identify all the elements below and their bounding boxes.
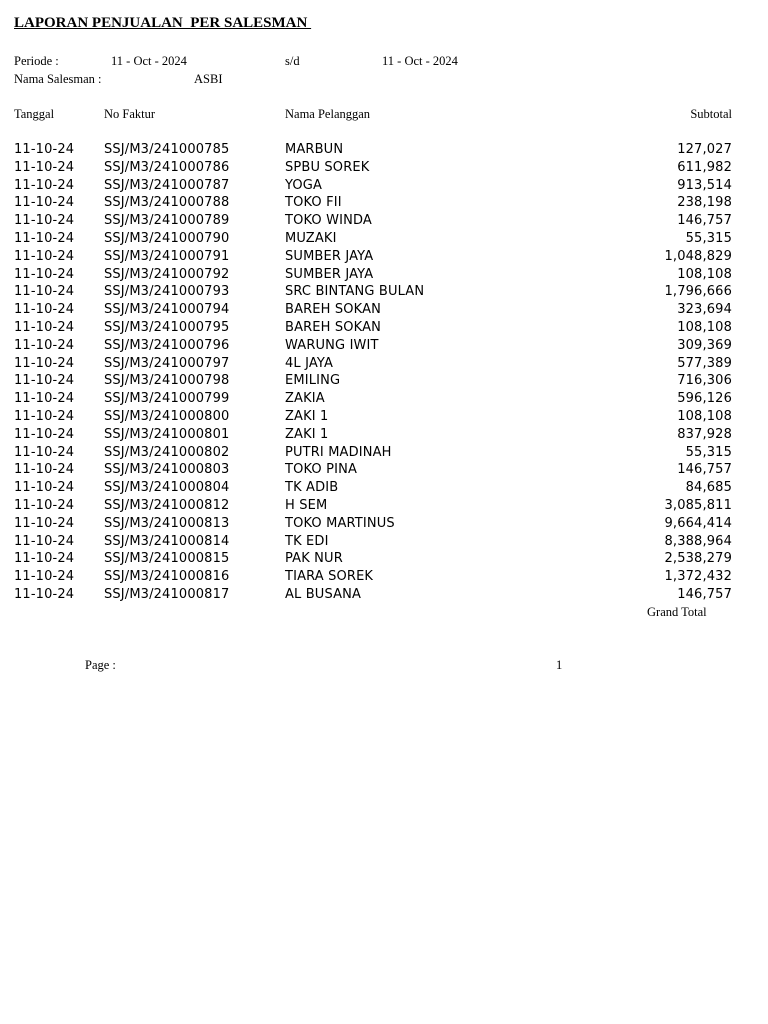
row-customer-name: TOKO FII xyxy=(285,195,342,211)
row-date: 11-10-24 xyxy=(14,444,75,460)
table-row xyxy=(0,569,768,587)
table-row xyxy=(0,231,768,249)
table-row xyxy=(0,534,768,552)
row-invoice-number: SSJ/M3/241000789 xyxy=(104,213,230,229)
column-header-customer: Nama Pelanggan xyxy=(285,107,371,121)
row-date: 11-10-24 xyxy=(14,177,75,193)
row-subtotal: 716,306 xyxy=(677,373,732,389)
row-subtotal: 1,796,666 xyxy=(664,284,732,300)
row-date: 11-10-24 xyxy=(14,266,75,282)
row-date: 11-10-24 xyxy=(14,320,75,335)
table-row xyxy=(0,551,768,569)
row-date: 11-10-24 xyxy=(14,551,75,567)
period-start-date: 11 - Oct - 2024 xyxy=(111,54,187,68)
row-customer-name: BAREH SOKAN xyxy=(285,302,382,318)
row-invoice-number: SSJ/M3/241000815 xyxy=(104,551,230,567)
row-customer-name: EMILING xyxy=(285,373,341,389)
row-date: 11-10-24 xyxy=(14,213,75,229)
row-subtotal: 55,315 xyxy=(685,444,732,460)
table-row xyxy=(0,213,768,231)
row-customer-name: PUTRI MADINAH xyxy=(285,444,392,460)
row-customer-name: PAK NUR xyxy=(285,551,343,567)
row-customer-name: WARUNG IWIT xyxy=(285,337,379,353)
row-invoice-number: SSJ/M3/241000801 xyxy=(104,426,230,442)
row-subtotal: 108,108 xyxy=(677,266,732,282)
row-date: 11-10-24 xyxy=(14,159,75,175)
salesman-name: ASBI xyxy=(194,72,223,86)
row-subtotal: 1,048,829 xyxy=(664,248,732,264)
table-row xyxy=(0,142,768,160)
row-date: 11-10-24 xyxy=(14,587,75,602)
row-invoice-number: SSJ/M3/241000787 xyxy=(104,177,230,193)
row-subtotal: 55,315 xyxy=(685,231,732,246)
row-subtotal: 238,198 xyxy=(677,195,732,211)
row-invoice-number: SSJ/M3/241000817 xyxy=(104,587,230,602)
column-header-invoice: No Faktur xyxy=(104,107,156,121)
row-customer-name: SPBU SOREK xyxy=(285,159,370,175)
row-subtotal: 913,514 xyxy=(677,177,732,193)
period-end-date: 11 - Oct - 2024 xyxy=(382,54,458,68)
row-invoice-number: SSJ/M3/241000799 xyxy=(104,391,230,407)
row-customer-name: MUZAKI xyxy=(285,231,337,246)
table-row xyxy=(0,356,768,374)
row-customer-name: SRC BINTANG BULAN xyxy=(285,284,425,300)
row-customer-name: SUMBER JAYA xyxy=(285,248,374,264)
table-row xyxy=(0,373,768,391)
row-date: 11-10-24 xyxy=(14,533,75,549)
row-invoice-number: SSJ/M3/241000816 xyxy=(104,569,230,585)
table-row xyxy=(0,480,768,498)
row-invoice-number: SSJ/M3/241000800 xyxy=(104,409,230,424)
row-subtotal: 309,369 xyxy=(677,337,732,353)
row-invoice-number: SSJ/M3/241000812 xyxy=(104,498,230,513)
table-row xyxy=(0,160,768,178)
row-customer-name: ZAKIA xyxy=(285,391,325,407)
table-row xyxy=(0,195,768,213)
row-invoice-number: SSJ/M3/241000802 xyxy=(104,444,230,460)
row-subtotal: 596,126 xyxy=(677,391,732,407)
row-subtotal: 108,108 xyxy=(677,320,732,335)
row-subtotal: 127,027 xyxy=(677,142,732,157)
row-customer-name: TOKO PINA xyxy=(285,462,357,478)
row-subtotal: 837,928 xyxy=(677,426,732,442)
row-date: 11-10-24 xyxy=(14,231,75,246)
row-customer-name: TK ADIB xyxy=(285,480,339,496)
row-subtotal: 611,982 xyxy=(677,159,732,175)
column-header-subtotal: Subtotal xyxy=(690,107,732,121)
row-customer-name: BAREH SOKAN xyxy=(285,320,382,335)
row-invoice-number: SSJ/M3/241000793 xyxy=(104,284,230,300)
row-date: 11-10-24 xyxy=(14,569,75,585)
row-customer-name: SUMBER JAYA xyxy=(285,266,374,282)
row-subtotal: 3,085,811 xyxy=(664,498,732,513)
row-customer-name: ZAKI 1 xyxy=(285,426,329,442)
row-invoice-number: SSJ/M3/241000796 xyxy=(104,337,230,353)
row-invoice-number: SSJ/M3/241000790 xyxy=(104,231,230,246)
row-customer-name: 4L JAYA xyxy=(285,355,334,371)
period-label: Periode : xyxy=(14,54,59,68)
row-date: 11-10-24 xyxy=(14,195,75,211)
row-invoice-number: SSJ/M3/241000803 xyxy=(104,462,230,478)
row-invoice-number: SSJ/M3/241000788 xyxy=(104,195,230,211)
row-invoice-number: SSJ/M3/241000804 xyxy=(104,480,230,496)
row-customer-name: TOKO WINDA xyxy=(285,213,372,229)
row-date: 11-10-24 xyxy=(14,391,75,407)
row-subtotal: 323,694 xyxy=(677,302,732,318)
row-invoice-number: SSJ/M3/241000797 xyxy=(104,355,230,371)
row-invoice-number: SSJ/M3/241000795 xyxy=(104,320,230,335)
table-row xyxy=(0,587,768,605)
row-date: 11-10-24 xyxy=(14,355,75,371)
row-invoice-number: SSJ/M3/241000791 xyxy=(104,248,230,264)
row-date: 11-10-24 xyxy=(14,142,75,157)
row-subtotal: 9,664,414 xyxy=(664,515,732,531)
table-row xyxy=(0,320,768,338)
table-row xyxy=(0,427,768,445)
table-row xyxy=(0,498,768,516)
page-label: Page : xyxy=(85,658,116,672)
row-invoice-number: SSJ/M3/241000794 xyxy=(104,302,230,318)
row-customer-name: TOKO MARTINUS xyxy=(285,515,395,531)
row-date: 11-10-24 xyxy=(14,373,75,389)
table-row xyxy=(0,249,768,267)
grand-total-label: Grand Total xyxy=(647,605,707,619)
table-row xyxy=(0,409,768,427)
row-date: 11-10-24 xyxy=(14,498,75,513)
row-date: 11-10-24 xyxy=(14,409,75,424)
row-date: 11-10-24 xyxy=(14,337,75,353)
table-row xyxy=(0,302,768,320)
row-date: 11-10-24 xyxy=(14,284,75,300)
row-subtotal: 146,757 xyxy=(677,213,732,229)
page-number: 1 xyxy=(556,658,563,672)
report-title: LAPORAN PENJUALAN PER SALESMAN xyxy=(14,15,312,31)
row-subtotal: 146,757 xyxy=(677,587,732,602)
row-customer-name: TK EDI xyxy=(285,533,329,549)
row-subtotal: 8,388,964 xyxy=(664,533,732,549)
row-invoice-number: SSJ/M3/241000814 xyxy=(104,533,230,549)
row-invoice-number: SSJ/M3/241000798 xyxy=(104,373,230,389)
row-customer-name: ZAKI 1 xyxy=(285,409,329,424)
salesman-label: Nama Salesman : xyxy=(14,72,102,86)
row-subtotal: 84,685 xyxy=(685,480,732,496)
row-customer-name: H SEM xyxy=(285,498,328,513)
row-customer-name: MARBUN xyxy=(285,142,344,157)
table-row xyxy=(0,338,768,356)
row-date: 11-10-24 xyxy=(14,248,75,264)
row-customer-name: YOGA xyxy=(285,177,323,193)
row-invoice-number: SSJ/M3/241000813 xyxy=(104,515,230,531)
table-row xyxy=(0,391,768,409)
row-date: 11-10-24 xyxy=(14,515,75,531)
table-row xyxy=(0,178,768,196)
table-row xyxy=(0,445,768,463)
row-date: 11-10-24 xyxy=(14,462,75,478)
table-row xyxy=(0,284,768,302)
row-subtotal: 108,108 xyxy=(677,409,732,424)
row-subtotal: 1,372,432 xyxy=(664,569,732,585)
row-subtotal: 577,389 xyxy=(677,355,732,371)
table-row xyxy=(0,516,768,534)
row-date: 11-10-24 xyxy=(14,480,75,496)
row-customer-name: AL BUSANA xyxy=(285,587,362,602)
table-row xyxy=(0,462,768,480)
table-row xyxy=(0,267,768,285)
row-subtotal: 146,757 xyxy=(677,462,732,478)
row-customer-name: TIARA SOREK xyxy=(285,569,374,585)
row-invoice-number: SSJ/M3/241000785 xyxy=(104,142,230,157)
row-subtotal: 2,538,279 xyxy=(664,551,732,567)
row-date: 11-10-24 xyxy=(14,426,75,442)
row-invoice-number: SSJ/M3/241000792 xyxy=(104,266,230,282)
column-header-date: Tanggal xyxy=(14,107,55,121)
row-date: 11-10-24 xyxy=(14,302,75,318)
period-separator: s/d xyxy=(285,54,300,68)
row-invoice-number: SSJ/M3/241000786 xyxy=(104,159,230,175)
